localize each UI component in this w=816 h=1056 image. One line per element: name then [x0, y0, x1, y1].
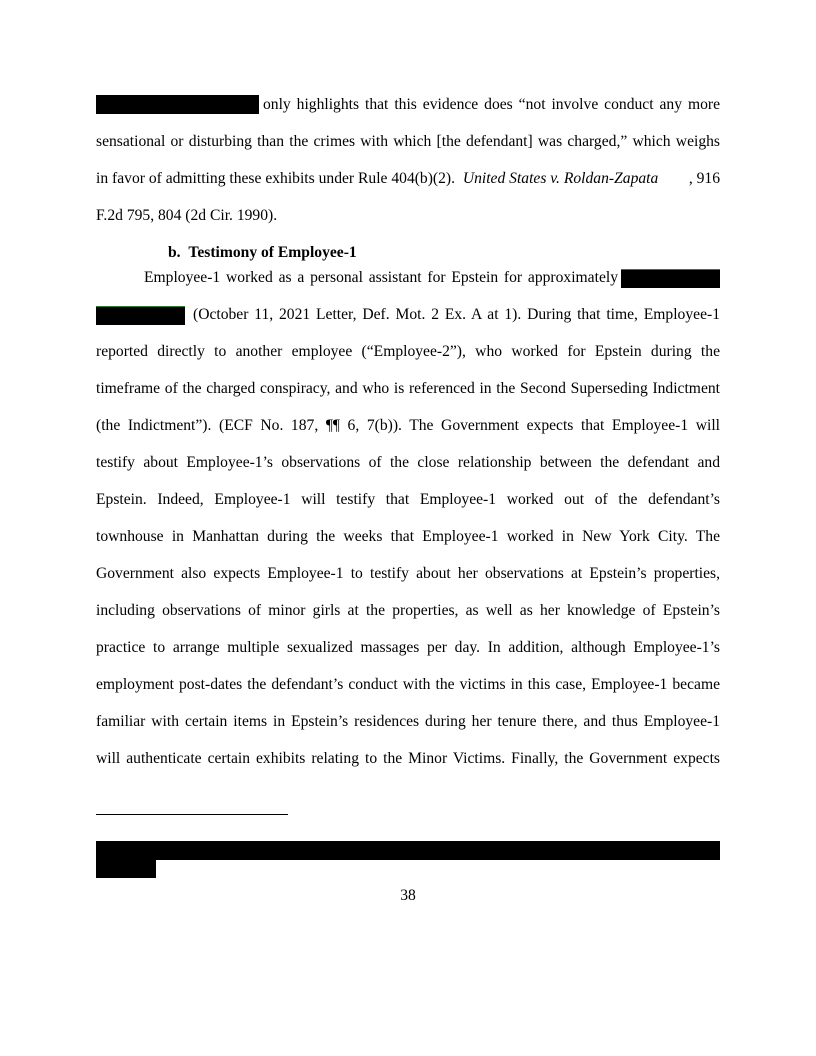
- body-line-text: in favor of admitting these exhibits under Rule 404(b)(2).: [96, 170, 456, 187]
- body-line: practice to arrange multiple sexualized massages per day. In addition, although Employee-1’s: [96, 639, 720, 656]
- body-line: will authenticate certain exhibits relating to the Minor Victims. Finally, the Government expects: [96, 750, 720, 767]
- body-line: reported directly to another employee (“Employee-2”), who worked for Epstein during the: [96, 343, 720, 360]
- body-line: only highlights that this evidence does “not involve conduct any more: [263, 96, 720, 113]
- heading-label: b.: [168, 244, 181, 261]
- redaction-block: [621, 269, 720, 288]
- heading-text: Testimony of Employee-1: [188, 244, 357, 261]
- page-number: 38: [400, 887, 416, 904]
- body-line: (the Indictment”). (ECF No. 187, ¶¶ 6, 7(b)). The Government expects that Employee-1 will: [96, 417, 720, 434]
- body-line: townhouse in Manhattan during the weeks that Employee-1 worked in New York City. The: [96, 528, 720, 545]
- redaction-block: [96, 306, 185, 325]
- footnote-redaction: [96, 841, 720, 860]
- body-line: employment post-dates the defendant’s conduct with the victims in this case, Employee-1 became: [96, 676, 720, 693]
- section-heading: [168, 242, 568, 264]
- citation-tail: , 916: [688, 170, 720, 187]
- body-line: testify about Employee-1’s observations of the close relationship between the defendant and: [96, 454, 720, 471]
- body-line: F.2d 795, 804 (2d Cir. 1990).: [96, 207, 278, 224]
- footnote-separator: [96, 814, 288, 815]
- body-line: Employee-1 worked as a personal assistant for Epstein for approximately: [144, 269, 618, 286]
- body-line: Government also expects Employee-1 to testify about her observations at Epstein’s properties,: [96, 565, 720, 582]
- body-line: familiar with certain items in Epstein’s residences during her tenure there, and thus Employee-1: [96, 713, 720, 730]
- body-line: (October 11, 2021 Letter, Def. Mot. 2 Ex. A at 1). During that time, Employee-1: [193, 306, 720, 323]
- body-line: sensational or disturbing than the crimes with which [the defendant] was charged,” which weighs: [96, 133, 720, 150]
- footnote-redaction: [96, 860, 156, 878]
- body-line: including observations of minor girls at the properties, as well as her knowledge of Epstein’s: [96, 602, 720, 619]
- body-line: Epstein. Indeed, Employee-1 will testify that Employee-1 worked out of the defendant’s: [96, 491, 720, 508]
- body-line: timeframe of the charged conspiracy, and who is referenced in the Second Superseding Indictment: [96, 380, 720, 397]
- body-line-citation: [96, 168, 720, 190]
- redaction-block: [96, 95, 259, 114]
- case-citation: United States v. Roldan-Zapata: [462, 170, 659, 187]
